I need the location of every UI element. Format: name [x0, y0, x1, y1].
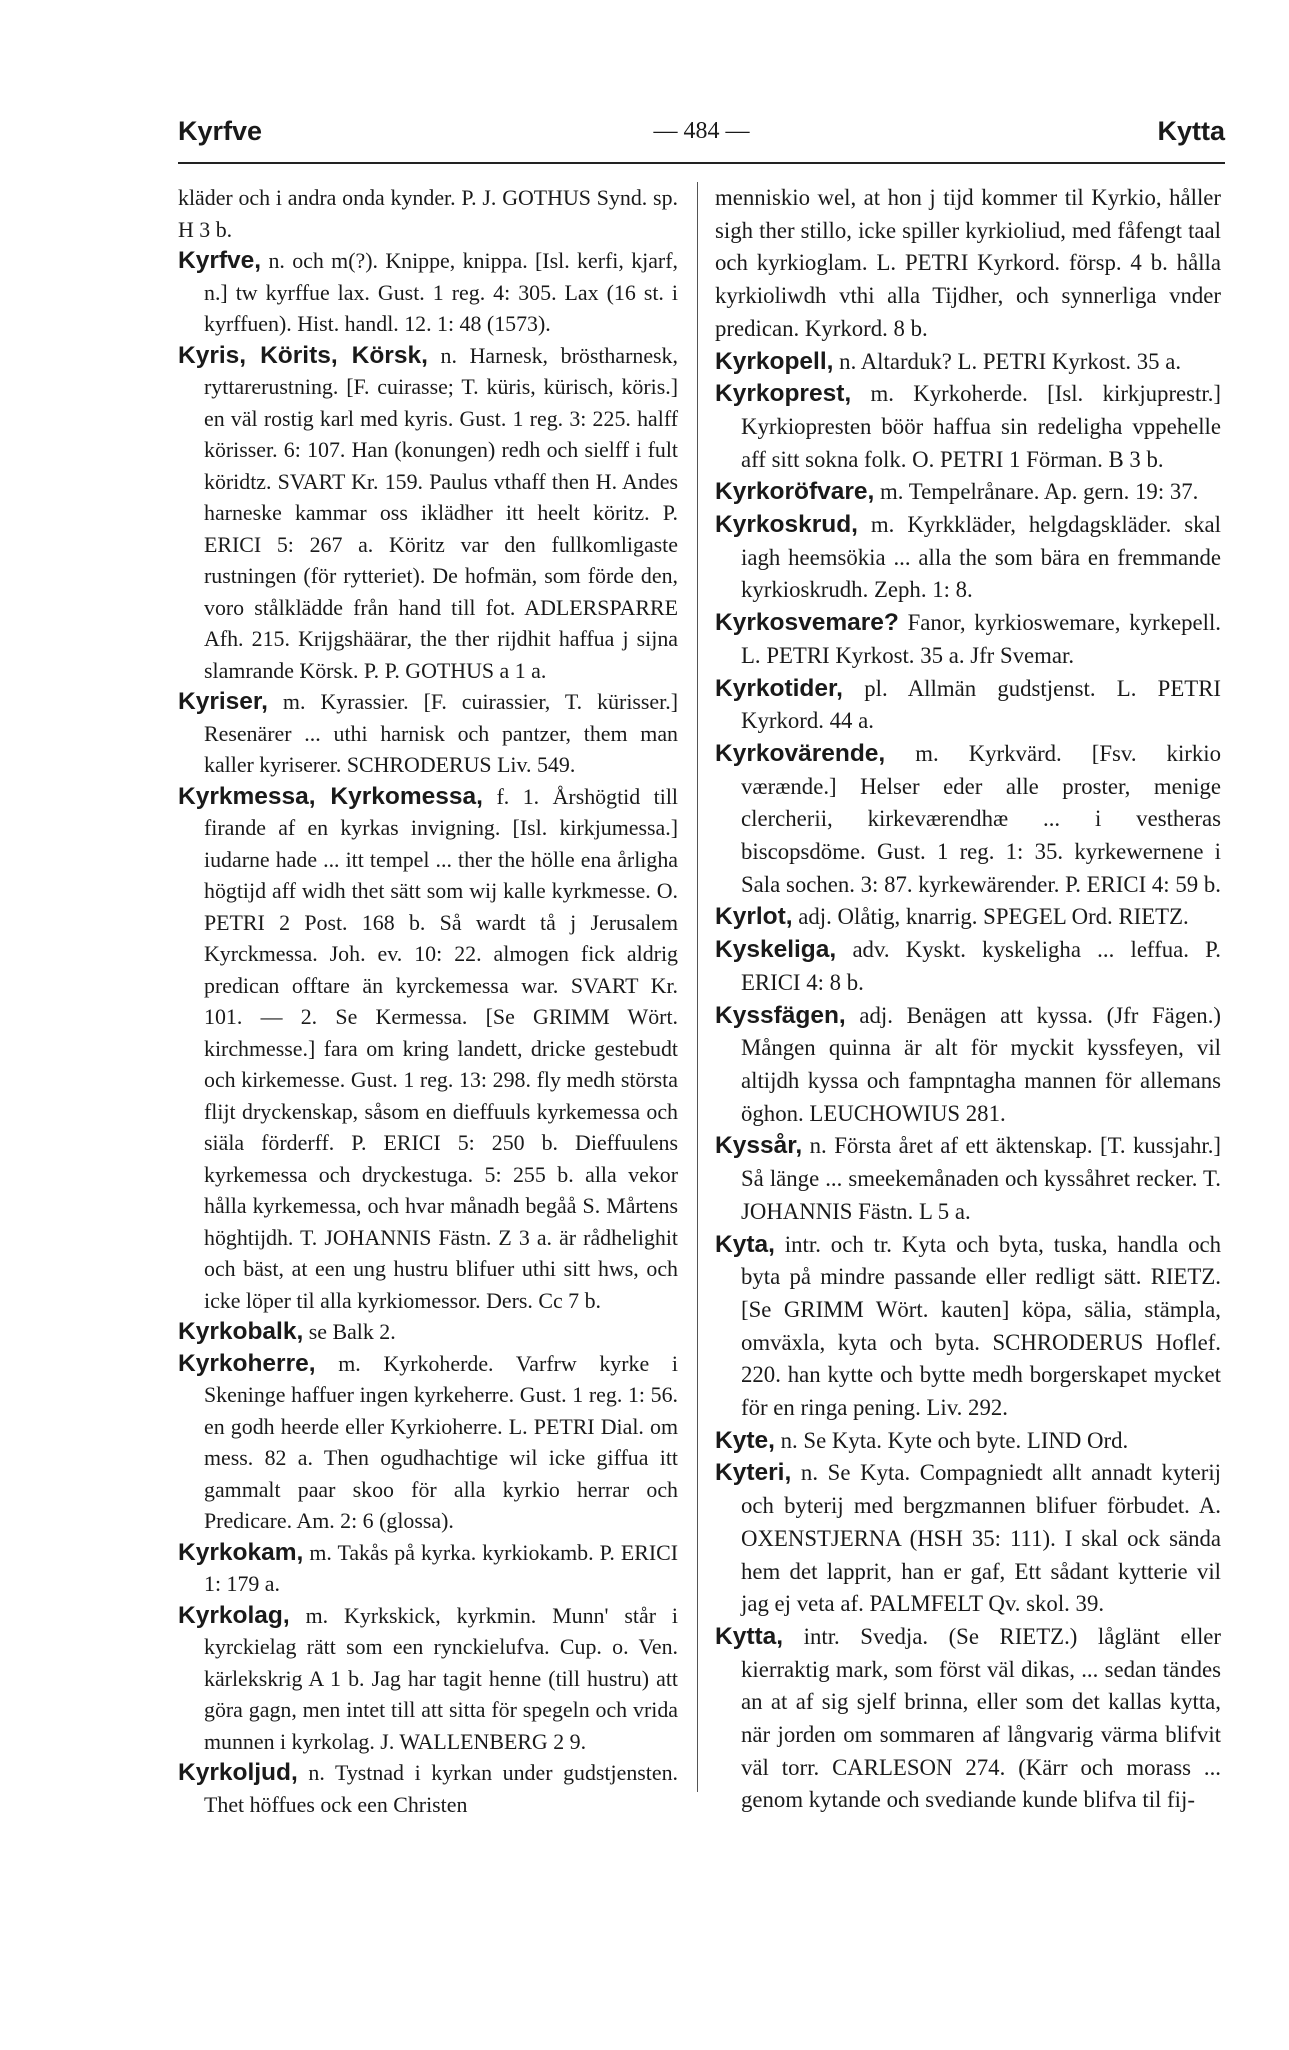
entry-headword: Kyrkoskrud,: [715, 511, 858, 539]
running-head-right: Kytta: [1157, 116, 1225, 146]
dictionary-entry: [715, 934, 1227, 999]
dictionary-entry: [715, 1621, 1227, 1817]
entry-headword: Kyssfägen,: [715, 1001, 846, 1029]
entry-text: n. Harnesk, bröstharnesk, ryttarerustning. [F. cuirasse; T. küris, kürisch, köris.] en väl rostig karl med kyris. Gust. 1 reg. 3: 225. halff körisser. 6: 107. Han (konungen) redh och sielff i fult köridtz. SVART Kr. 159. Paulus vthaff then H. Andes harneske kammar oss iklädher itt heelt köritz. P. ERICI 5: 267 a. Köritz var den fullkomligaste rustningen (för rytteriet). De hofmän, som förde den, voro stålklädde från hand till fot. ADLERSPARRE Afh. 215. Krijgshäärar, the ther rijdhit haffua j sijna slamrande Körsk. P. P. GOTHUS a 1 a.: [204, 342, 684, 683]
entry-text: n. Första året af ett äktenskap. [T. kussjahr.] Så länge ... smeekemånaden och kyssåhret recker. T. JOHANNIS Fästn. L 5 a.: [741, 1133, 1227, 1224]
entry-headword: Kytta,: [715, 1622, 784, 1650]
entry-text: m. Kyrkoherde. Varfrw kyrke i Skeninge haffuer ingen kyrkeherre. Gust. 1 reg. 1: 56. en godh heerde eller Kyrkioherre. L. PETRI Dial. om mess. 82 a. Then ogudhachtige wil icke giffua itt gammalt paar skoo för alla kyrkio herrar och Predicare. Am. 2: 6 (glossa).: [204, 1350, 684, 1533]
entry-text: Fanor, kyrkioswemare, kyrkepell. L. PETRI Kyrkost. 35 a. Jfr Svemar.: [741, 610, 1227, 668]
entry-text: adv. Kyskt. kyskeligha ... leffua. P. ERICI 4: 8 b.: [741, 937, 1227, 995]
entry-headword: Kyskeliga,: [715, 936, 837, 964]
entry-text: m. Kyrkkläder, helgdagskläder. skal iagh heemsökia ... alla the som bära en fremmande kyrkioskrudh. Zeph. 1: 8.: [741, 512, 1227, 603]
entry-headword: Kyrkokam,: [178, 1538, 304, 1566]
dictionary-entry: [178, 1537, 684, 1600]
entry-text: n. Se Kyta. Kyte och byte. LIND Ord.: [774, 1427, 1129, 1453]
dictionary-entry: [715, 1130, 1227, 1228]
entry-text: pl. Allmän gudstjenst. L. PETRI Kyrkord. 44 a.: [741, 675, 1227, 734]
dictionary-entry: [715, 738, 1227, 902]
dictionary-entry: [178, 245, 684, 340]
dictionary-entry: [715, 346, 1221, 379]
entry-headword: Kyrfve,: [178, 247, 262, 274]
dictionary-entry: [715, 607, 1227, 672]
entry-text: m. Tempelrånare. Ap. gern. 19: 37.: [874, 479, 1199, 505]
entry-headword: Kyrkobalk,: [178, 1318, 304, 1345]
dictionary-entry: [715, 476, 1221, 509]
dictionary-entry: [178, 340, 684, 687]
entry-text: n. Altarduk? L. PETRI Kyrkost. 35 a.: [833, 348, 1182, 374]
entry-text: f. 1. Årshögtid till firande af en kyrkas invigning. [Isl. kirkjumessa.] iudarne hade ... itt tempel ... ther the hölle ena årligha högtijd aff widh thet sätt som wij kalle kyrkmesse. O. PETRI 2 Post. 168 b. Så wardt tå j Jerusalem Kyrckmessa. Joh. ev. 10: 22. almogen fick aldrig predican offtare än kyrckemessa war. SVART Kr. 101. — 2. Se Kermessa. [Se GRIMM Wört. kirchmesse.] fara om kring landett, dricke gestebudt och kirkemesse. Gust. 1 reg. 13: 298. fly medh största flijt dryckenskap, såsom en dieffuuls kyrkemessa och siäla förderff. P. ERICI 5: 250 b. Dieffuulens kyrkemessa och dryckestuga. 5: 255 b. alla vekor hålla kyrkemessa, och hvar månadh begåå S. Mårtens höghtijdh. T. JOHANNIS Fästn. Z 3 a. är rådhelighit och bäst, at een ung hustru blifuer uthi sitt hws, och icke löper til alla kyrkiomessor. Ders. Cc 7 b.: [204, 783, 684, 1313]
entry-headword: Kyrkoherre,: [178, 1349, 316, 1377]
entry-text: adj. Benägen att kyssa. (Jfr Fägen.) Mången quinna är alt för myckit kyssfeyen, vil altijdh kyssa och fampntagha mannen för allemans öghon. LEUCHOWIUS 281.: [741, 1002, 1227, 1126]
entry-headword: Kyrkosvemare?: [715, 609, 899, 637]
entry-text: m. Kyrkoherde. [Isl. kirkjuprestr.] Kyrkiopresten böör haffua sin redeligha vppehelle aff sitt sokna folk. O. PETRI 1 Förman. B 3 b.: [741, 381, 1227, 472]
entry-headword: Kyrkoljud,: [178, 1759, 298, 1786]
page-header: [178, 116, 1225, 156]
dictionary-entry: [715, 901, 1221, 934]
dictionary-entry: [715, 1000, 1227, 1131]
left-column: [178, 182, 684, 1820]
header-rule: [178, 162, 1225, 164]
dictionary-entry: [178, 781, 684, 1317]
entry-headword: Kyriser,: [178, 688, 268, 715]
entry-text: intr. Svedja. (Se RIETZ.) låglänt eller kierraktig mark, som först väl dikas, ... sedan tändes an at af sig sjelf brinna, eller som det kallas kytta, när jorden om sommaren af långvarig värma blifvit väl torr. CARLESON 274. (Kärr och morass ... genom kytande och svediande kunde blifva til fij-: [741, 1623, 1227, 1813]
entry-headword: Kyteri,: [715, 1459, 792, 1487]
dictionary-entry: [715, 378, 1227, 476]
dictionary-entry: [178, 1316, 678, 1348]
entry-headword: Kyrkoröfvare,: [715, 478, 875, 506]
entry-text: m. Kyrkvärd. [Fsv. kirkio værænde.] Helser eder alle proster, menige clercherii, kirkeværendhæ ... i vestheras biscopsdöme. Gust. 1 reg. 1: 35. kyrkewernene i Sala sochen. 3: 87. kyrkewärender. P. ERICI 4: 59 b.: [741, 740, 1227, 897]
dictionary-entry: [178, 182, 684, 245]
entry-headword: Kyrlot,: [715, 903, 793, 931]
dictionary-entry: [178, 1600, 684, 1758]
entry-text: m. Takås på kyrka. kyrkiokamb. P. ERICI 1: 179 a.: [204, 1539, 684, 1596]
dictionary-entry: [715, 1425, 1221, 1458]
entry-text: intr. och tr. Kyta och byta, tuska, handla och byta på mindre passande eller redligt sätt. RIETZ. [Se GRIMM Wört. kauten] köpa, sälia, stämpla, omväxla, kyta och byta. SCHRODERUS Hoflef. 220. han kytte och bytte medh borgerskapet mycket för en ringa pening. Liv. 292.: [741, 1231, 1227, 1421]
entry-headword: Kyrkmessa, Kyrkomessa,: [178, 782, 483, 810]
dictionary-entry: [178, 1348, 684, 1537]
entry-text: se Balk 2.: [303, 1319, 396, 1344]
dictionary-entry: [715, 182, 1227, 346]
entry-text: adj. Olåtig, knarrig. SPEGEL Ord. RIETZ.: [792, 904, 1189, 930]
entry-text: m. Kyrassier. [F. cuirassier, T. kürisser.] Resenärer ... uthi harnisk och pantzer, them man kaller kyriserer. SCHRODERUS Liv. 549.: [204, 689, 684, 777]
entry-headword: Kyte,: [715, 1426, 775, 1454]
dictionary-entry: [715, 673, 1227, 738]
entry-text: n. och m(?). Knippe, knippa. [Isl. kerfi, kjarf, n.] tw kyrffue lax. Gust. 1 reg. 4: 305. Lax (16 st. i kyrffuen). Hist. handl. 12. 1: 48 (1573).: [204, 248, 684, 336]
right-column: [715, 182, 1227, 1817]
entry-headword: Kyta,: [715, 1230, 775, 1258]
entry-headword: Kyrkoprest,: [715, 380, 852, 408]
column-divider: [697, 182, 698, 1792]
entry-text: kläder och i andra onda kynder. P. J. GOTHUS Synd. sp. H 3 b.: [178, 185, 684, 242]
entry-text: m. Kyrkskick, kyrkmin. Munn' står i kyrckielag rätt som een rynckielufva. Cup. o. Ven. kärlekskrig A 1 b. Jag har tagit henne (till hustru) att göra gagn, men intet till att sitta för spegeln och vrida munnen i kyrkolag. J. WALLENBERG 2 9.: [204, 1602, 684, 1754]
entry-text: n. Tystnad i kyrkan under gudstjensten. Thet höffues ock een Christen: [204, 1760, 684, 1817]
dictionary-entry: [178, 686, 684, 781]
page-number: — 484 —: [653, 118, 750, 144]
dictionary-entry: [715, 509, 1227, 607]
entry-headword: Kyrkovärende,: [715, 739, 886, 767]
entry-headword: Kyrkotider,: [715, 674, 843, 702]
entry-text: n. Se Kyta. Compagniedt allt annadt kyterij och byterij med bergzmannen blifuer förbudet. A. OXENSTJERNA (HSH 35: 111). I skal ock sända hem det lapprit, han er gaf, Ett sådant kytterie vil jag ej veta af. PALMFELT Qv. skol. 39.: [741, 1460, 1227, 1617]
entry-headword: Kyrkolag,: [178, 1601, 290, 1629]
running-head-left: Kyrfve: [178, 116, 263, 146]
entry-headword: Kyris, Körits, Körsk,: [178, 341, 428, 369]
entry-text: menniskio wel, at hon j tijd kommer til Kyrkio, håller sigh ther stillo, icke spiller kyrkioliud, med fåfengt taal och kyrkioglam. L. PETRI Kyrkord. försp. 4 b. hålla kyrkioliwdh vthi alla Tijdher, och synnerliga vnder predican. Kyrkord. 8 b.: [715, 185, 1227, 341]
entry-headword: Kyrkopell,: [715, 347, 834, 375]
dictionary-entry: [178, 1757, 684, 1820]
dictionary-entry: [715, 1457, 1227, 1621]
entry-headword: Kyssår,: [715, 1132, 803, 1160]
dictionary-entry: [715, 1229, 1227, 1425]
